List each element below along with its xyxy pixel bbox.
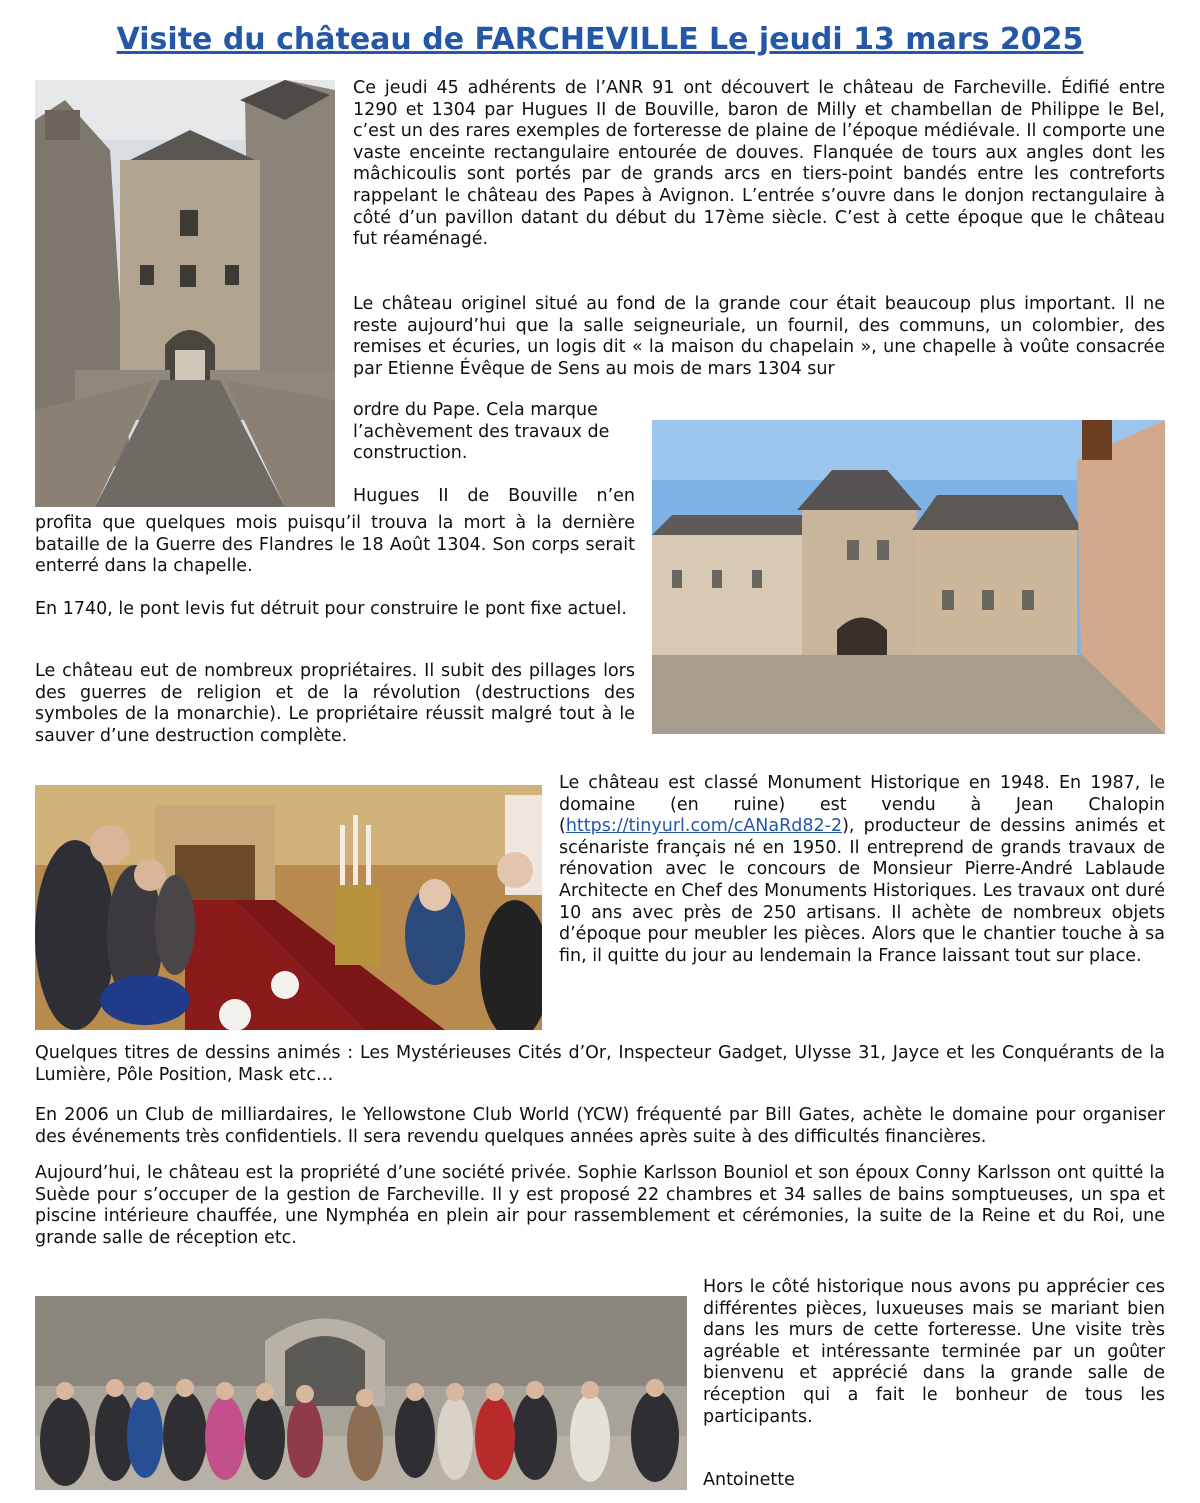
intro-paragraph: Ce jeudi 45 adhérents de l’ANR 91 ont découvert le château de Farcheville. Édifié entre 1290 et 1304 par Hugues II de Bouville, baron de Milly et chambellan de Philippe le Bel, c’est un des rares exemples de forteresse de plaine de l’époque médiévale. Il comporte une vaste enceinte rectangulaire entourée de douves. Flanquée de tours aux angles dont les mâchicoulis sont portés par de grands arcs en tiers-point bandés entre les contreforts rappelant le château des Papes à Avignon. L’entrée s’ouvre dans le donjon rectangulaire à côté d’un pavillon datant du début du 17ème siècle. C’est à cette époque que le château fut réaménagé. <box>353 78 1165 250</box>
bouville-paragraph: profita que quelques mois puisqu’il trouva la mort à la dernière bataille de la Guerre des Flandres le 18 Août 1304. Son corps serait enterré dans la chapelle. <box>35 513 635 577</box>
chalopin-link[interactable]: https://tinyurl.com/cANaRd82-2 <box>565 816 843 837</box>
ycw-paragraph: En 2006 un Club de milliardaires, le Yellowstone Club World (YCW) fréquenté par Bill Gates, achète le domaine pour organiser des événements très confidentiels. Il sera revendu quelques années après suite à des difficultés financières. <box>35 1105 1165 1147</box>
monument-text-a: Le château est classé Monument Historique en 1948. En 1987, le domaine (en ruine) est vendu à Jean Chalopin ( <box>559 773 1165 837</box>
signature: Antoinette <box>703 1470 795 1490</box>
castle-courtyard-photo <box>652 420 1165 734</box>
bouville-paragraph-start: Hugues II de Bouville n’en <box>353 486 635 506</box>
monument-text-b: ), producteur de dessins animés et scénariste français né en 1950. Il entreprend de grands travaux de rénovation avec le concours de Monsieur Pierre-André Lablaude Architecte en Chef des Monuments Historiques. Les travaux ont duré 10 ans avec près de 250 artisans. Il achète de nombreux objets d’époque pour meubler les pièces. Alors que le chantier touche à sa fin, il quitte du jour au lendemain la France laissant tout sur place. <box>559 816 1165 966</box>
history-paragraph: Le château originel situé au fond de la grande cour était beaucoup plus important. Il ne reste aujourd’hui que la salle seigneuriale, un fournil, des communs, un colombier, des remises et écuries, un logis dit « la maison du chapelain », une chapelle à voûte consacrée par Etienne Évêque de Sens au mois de mars 1304 sur <box>353 294 1165 379</box>
banquet-hall-photo <box>35 785 542 1030</box>
history-paragraph-end: ordre du Pape. Cela marque l’achèvement des travaux de construction. <box>353 400 610 464</box>
monument-paragraph <box>559 773 1165 967</box>
bridge-paragraph: En 1740, le pont levis fut détruit pour construire le pont fixe actuel. <box>35 599 627 619</box>
cartoons-paragraph: Quelques titres de dessins animés : Les Mystérieuses Cités d’Or, Inspecteur Gadget, Ulysse 31, Jayce et les Conquérants de la Lumière, Pôle Position, Mask etc… <box>35 1043 1165 1085</box>
today-paragraph: Aujourd’hui, le château est la propriété d’une société privée. Sophie Karlsson Bouniol et son époux Conny Karlsson ont quitté la Suède pour s’occuper de la gestion de Farcheville. Il y est proposé 22 chambres et 34 salles de bains somptueuses, un spa et piscine intérieure chauffée, une Nymphéa en plein air pour rassemblement et cérémonies, la suite de la Reine et du Roi, une grande salle de réception etc. <box>35 1163 1165 1248</box>
owners-paragraph: Le château eut de nombreux propriétaires. Il subit des pillages lors des guerres de religion et de la révolution (destructions des symboles de la monarchie). Le propriétaire réussit malgré tout à le sauver d’une destruction complète. <box>35 661 635 746</box>
page-title: Visite du château de FARCHEVILLE Le jeudi 13 mars 2025 <box>116 22 1084 57</box>
conclusion-paragraph: Hors le côté historique nous avons pu apprécier ces différentes pièces, luxueuses mais se mariant bien dans les murs de cette forteresse. Une visite très agréable et intéressante terminée par un goûter bienvenu et apprécié dans la grande salle de réception qui a fait le bonheur de tous les participants. <box>703 1277 1165 1427</box>
group-photo <box>35 1296 687 1490</box>
castle-gate-photo <box>35 80 335 507</box>
